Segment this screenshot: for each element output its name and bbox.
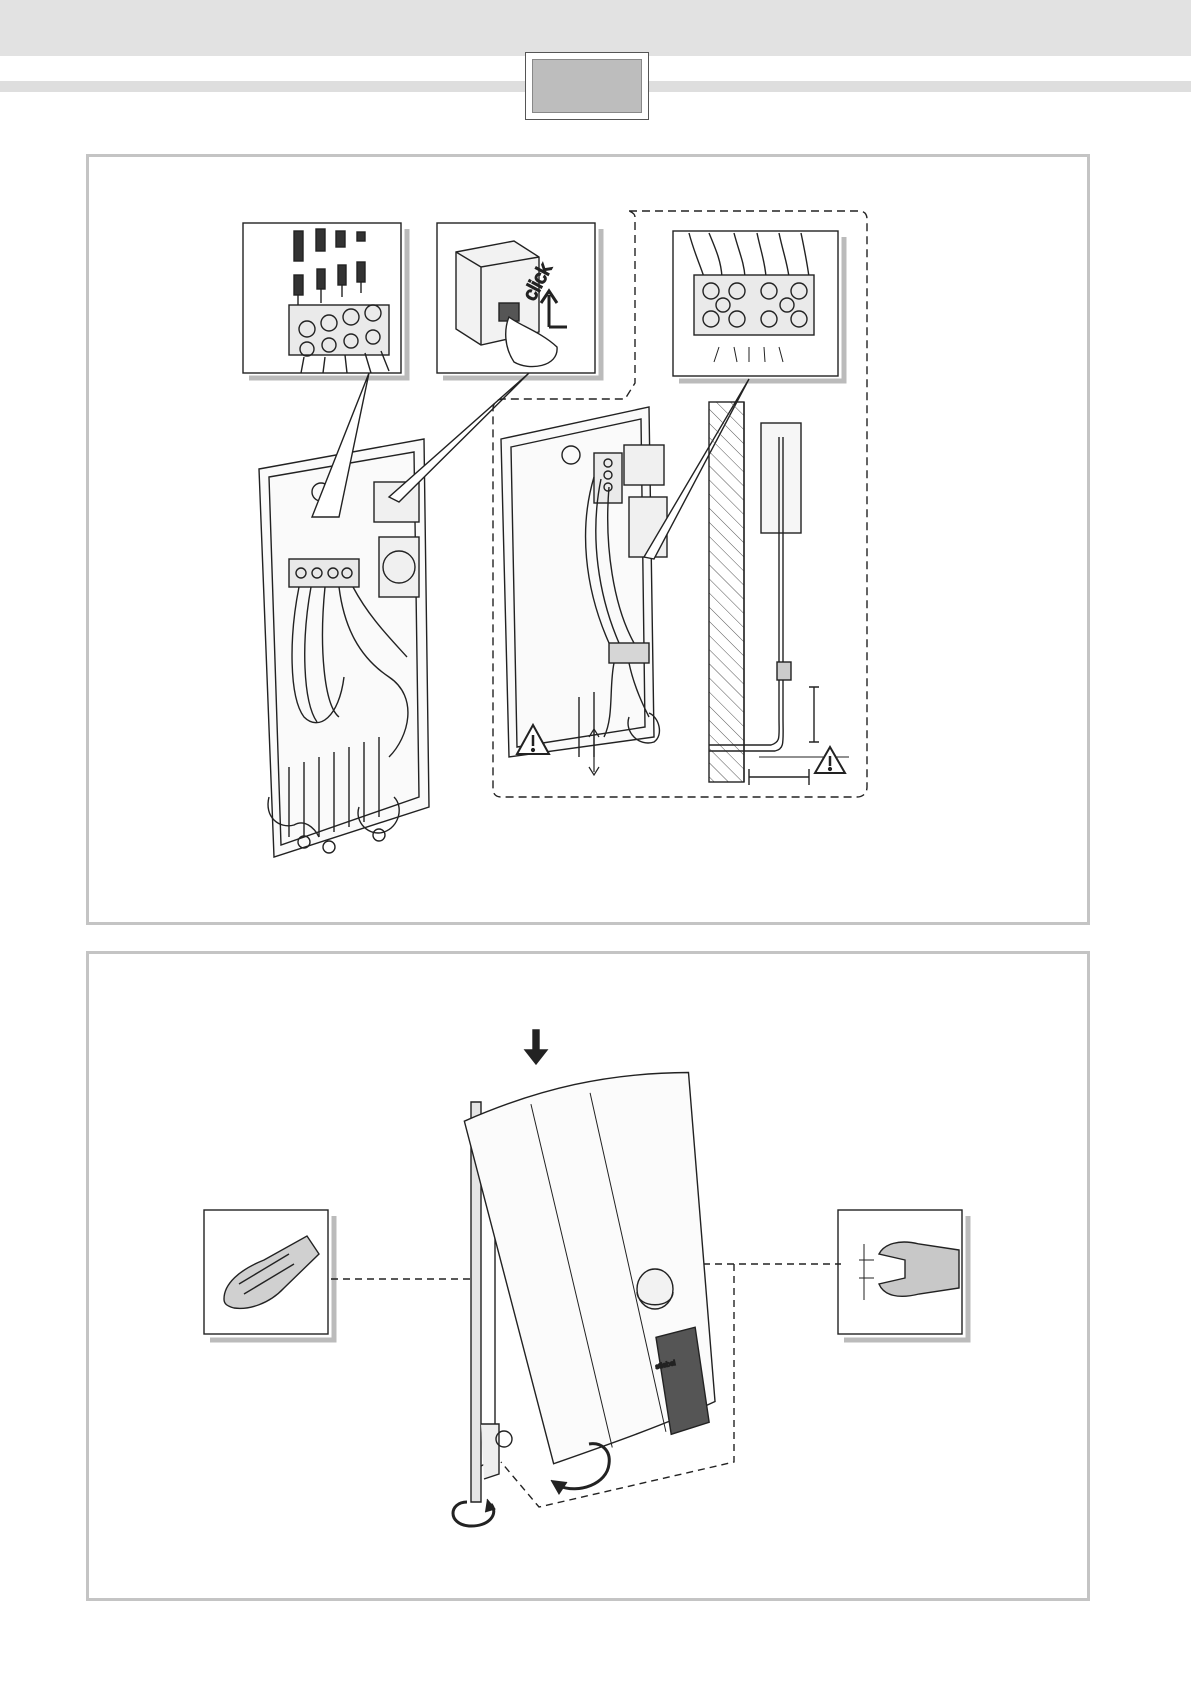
electrical-connection-illustration	[89, 157, 1089, 924]
figure-cover-mounting	[86, 951, 1090, 1601]
device-brand-label: stiebel	[654, 1359, 677, 1371]
cover-mounting-illustration	[89, 954, 1089, 1600]
header-band	[0, 0, 1191, 56]
inset-screwdriver	[204, 1210, 334, 1340]
warning-icon	[815, 747, 845, 773]
page-tab	[525, 52, 649, 120]
page-marker	[532, 59, 642, 113]
inset-wall-detail	[644, 231, 849, 785]
appliance-open-right	[501, 407, 667, 757]
appliance-open-left	[259, 439, 429, 857]
figure-electrical-connection	[86, 154, 1090, 925]
inset-wrench	[838, 1210, 968, 1340]
device-cover	[461, 1070, 727, 1470]
click-label: click	[518, 259, 557, 305]
down-arrow-icon	[525, 1030, 547, 1064]
